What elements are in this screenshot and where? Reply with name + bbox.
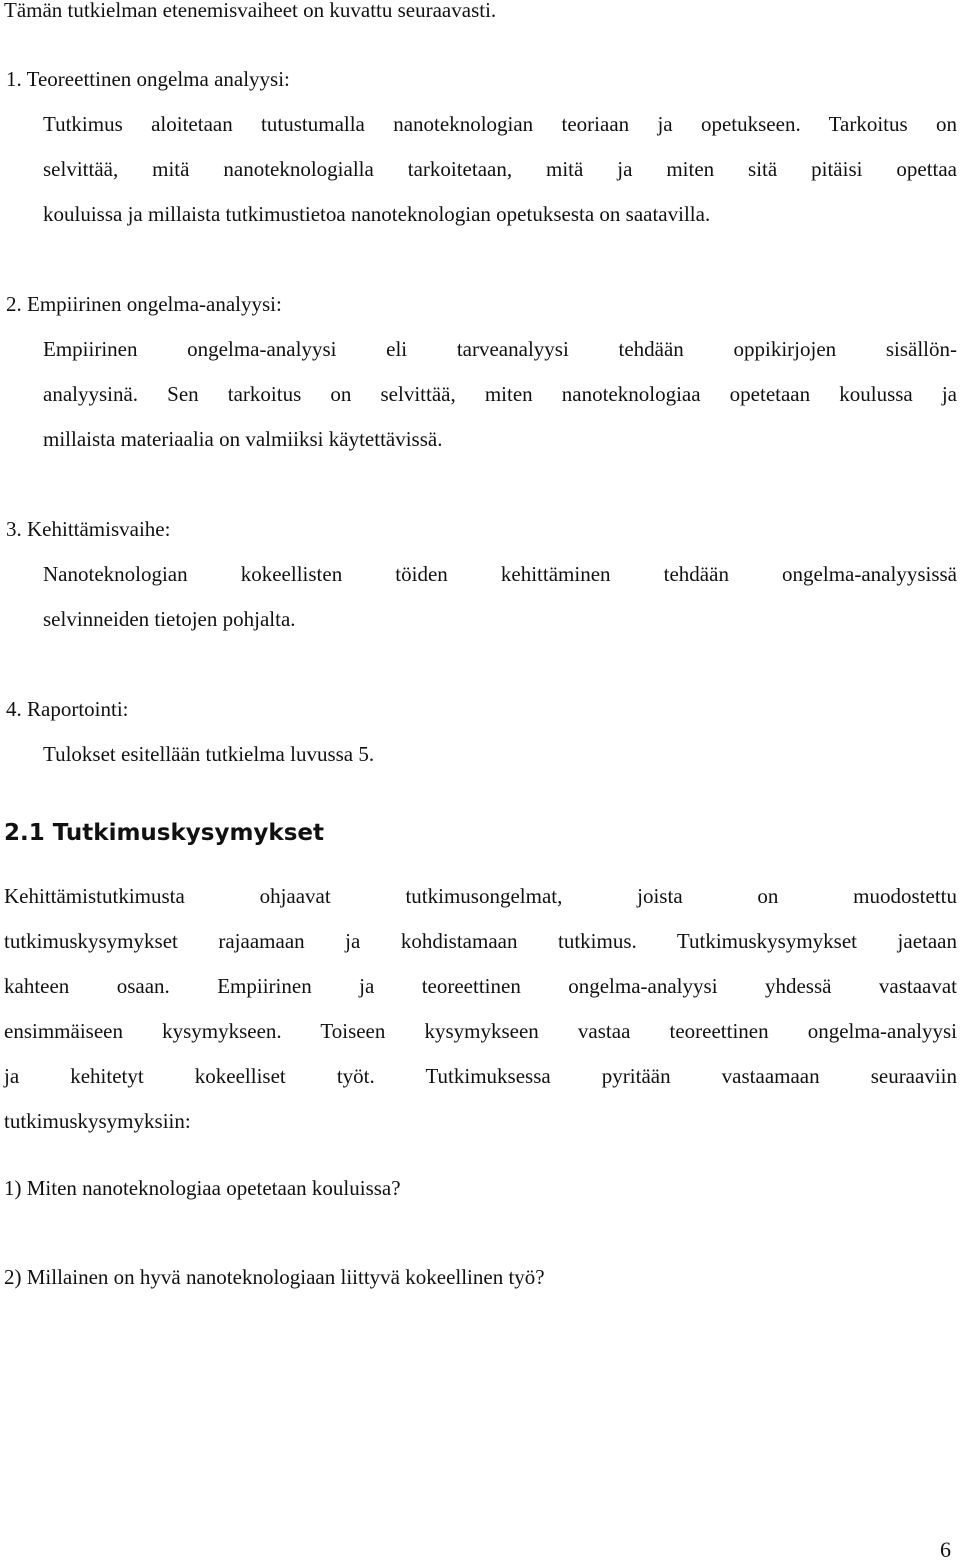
step-4-line-1: Tulokset esitellään tutkielma luvussa 5. (43, 742, 375, 766)
step-2-line-3: millaista materiaalia on valmiiksi käytettävissä. (43, 427, 443, 451)
step-3-title: 3. Kehittämisvaihe: (6, 517, 171, 541)
step-1-line-2: selvittää, mitä nanoteknologialla tarkoitetaan, mitä ja miten sitä pitäisi opettaa (43, 157, 957, 181)
page-number: 6 (940, 1537, 951, 1562)
research-question-1: 1) Miten nanoteknologiaa opetetaan kouluissa? (4, 1176, 401, 1200)
paragraph-line-6: tutkimuskysymyksiin: (4, 1109, 191, 1133)
paragraph-line-2: tutkimuskysymykset rajaamaan ja kohdistamaan tutkimus. Tutkimuskysymykset jaetaan (4, 929, 957, 953)
step-3-line-1: Nanoteknologian kokeellisten töiden kehittäminen tehdään ongelma-analyysissä (43, 562, 957, 586)
step-3-line-2: selvinneiden tietojen pohjalta. (43, 607, 296, 631)
step-1-title: 1. Teoreettinen ongelma analyysi: (6, 67, 290, 91)
intro-text: Tämän tutkielman etenemisvaiheet on kuvattu seuraavasti. (4, 0, 497, 22)
step-1-line-3: kouluissa ja millaista tutkimustietoa nanoteknologian opetuksesta on saatavilla. (43, 202, 711, 226)
section-heading: 2.1 Tutkimuskysymykset (4, 820, 325, 846)
step-2-title: 2. Empiirinen ongelma-analyysi: (6, 292, 282, 316)
step-1-line-1: Tutkimus aloitetaan tutustumalla nanoteknologian teoriaan ja opetukseen. Tarkoitus on (43, 112, 957, 136)
research-question-2: 2) Millainen on hyvä nanoteknologiaan liittyvä kokeellinen työ? (4, 1265, 545, 1289)
step-2-line-1: Empiirinen ongelma-analyysi eli tarveanalyysi tehdään oppikirjojen sisällön- (43, 337, 957, 361)
paragraph-line-5: ja kehitetyt kokeelliset työt. Tutkimuksessa pyritään vastaamaan seuraaviin (4, 1064, 957, 1088)
paragraph-line-3: kahteen osaan. Empiirinen ja teoreettinen ongelma-analyysi yhdessä vastaavat (4, 974, 957, 998)
step-4-title: 4. Raportointi: (6, 697, 129, 721)
paragraph-line-4: ensimmäiseen kysymykseen. Toiseen kysymykseen vastaa teoreettinen ongelma-analyysi (4, 1019, 957, 1043)
paragraph-line-1: Kehittämistutkimusta ohjaavat tutkimusongelmat, joista on muodostettu (4, 884, 957, 908)
step-2-line-2: analyysinä. Sen tarkoitus on selvittää, miten nanoteknologiaa opetetaan koulussa ja (43, 382, 957, 406)
